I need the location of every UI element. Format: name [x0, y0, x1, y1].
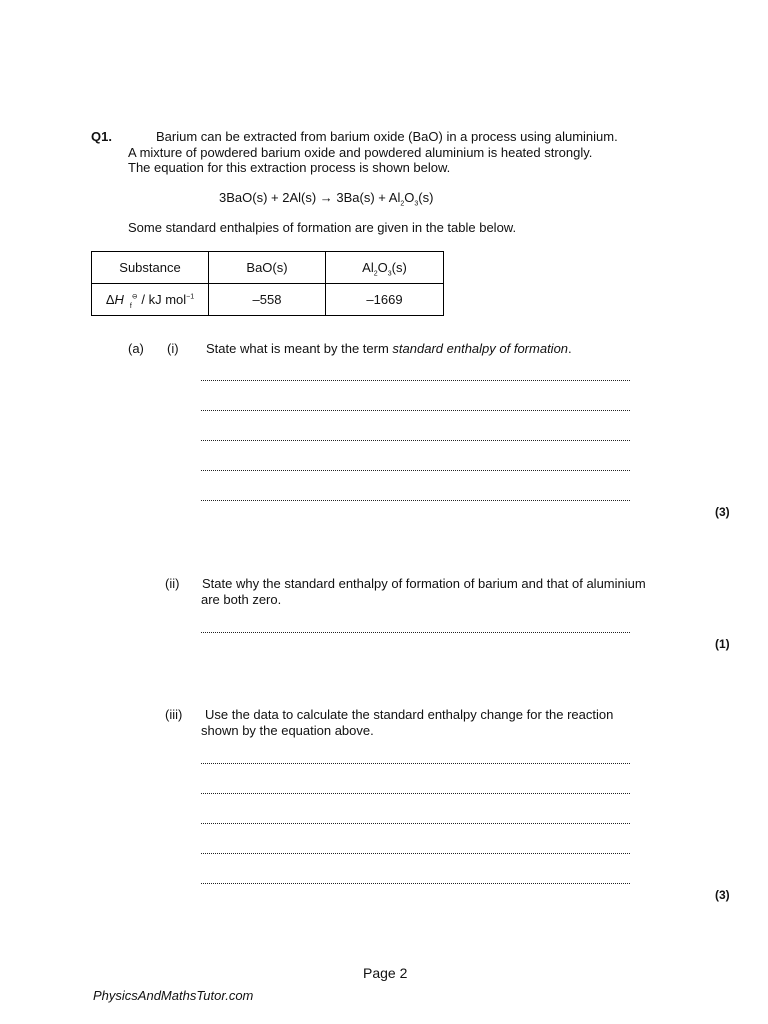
- answer-line-aiii-3[interactable]: [201, 823, 630, 824]
- answer-line-aiii-4[interactable]: [201, 853, 630, 854]
- unit-label: / kJ mol: [141, 292, 187, 307]
- equation-end: (s): [418, 190, 434, 205]
- site-credit: PhysicsAndMathsTutor.com: [93, 988, 254, 1003]
- marks-ai: (3): [715, 505, 730, 519]
- header-substance: Substance: [92, 252, 209, 284]
- answer-line-aiii-5[interactable]: [201, 883, 630, 884]
- header-al2o3: [326, 252, 444, 284]
- part-a-i-prompt-end: .: [568, 341, 572, 356]
- al2o3-sub-2: 3: [387, 270, 392, 278]
- unit-superscript: −1: [186, 293, 195, 301]
- part-a-i-prompt: [206, 341, 572, 357]
- header-bao: BaO(s): [209, 252, 326, 284]
- part-a-label: (a): [128, 341, 144, 356]
- answer-line-ai-1[interactable]: [201, 380, 630, 381]
- answer-line-aiii-1[interactable]: [201, 763, 630, 764]
- intro-line-1: Barium can be extracted from barium oxide (BaO) in a process using aluminium.: [156, 129, 618, 144]
- equation-mid: O: [404, 190, 415, 205]
- enthalpy-table: [91, 251, 444, 316]
- part-a-iii-line-1: Use the data to calculate the standard enthalpy change for the reaction: [205, 707, 614, 722]
- h-symbol: H: [114, 292, 124, 307]
- chemical-equation: [219, 190, 433, 206]
- answer-line-aiii-2[interactable]: [201, 793, 630, 794]
- part-a-iii-label: (iii): [165, 707, 183, 722]
- value-bao: –558: [209, 284, 326, 316]
- intro-line-3: The equation for this extraction process is shown below.: [128, 160, 451, 175]
- answer-line-ai-4[interactable]: [201, 470, 630, 471]
- row-label-enthalpy: [92, 284, 209, 316]
- table-data-row: [92, 284, 444, 316]
- question-number: Q1.: [91, 129, 112, 144]
- part-a-i-prompt-term: standard enthalpy of formation: [392, 341, 569, 356]
- answer-line-ai-2[interactable]: [201, 410, 630, 411]
- answer-line-ai-5[interactable]: [201, 500, 630, 501]
- part-a-i-label: (i): [167, 341, 179, 356]
- part-a-ii-line-2: are both zero.: [201, 592, 282, 607]
- answer-line-aii-1[interactable]: [201, 632, 630, 633]
- page-number: Page 2: [363, 965, 408, 981]
- formation-subscript: f: [129, 302, 132, 310]
- equation-sub-1: 2: [400, 200, 405, 208]
- answer-line-ai-3[interactable]: [201, 440, 630, 441]
- al2o3-base: Al: [362, 260, 374, 275]
- al2o3-sub-1: 2: [373, 270, 378, 278]
- marks-aii: (1): [715, 637, 730, 651]
- equation-sub-2: 3: [414, 200, 419, 208]
- value-al2o3: –1669: [326, 284, 444, 316]
- part-a-i-prompt-start: State what is meant by the term: [206, 341, 393, 356]
- equation-lhs: 3BaO(s) + 2Al(s) → 3Ba(s) + Al: [219, 190, 401, 205]
- table-intro: Some standard enthalpies of formation are given in the table below.: [128, 220, 517, 235]
- standard-state-superscript: ⊖: [131, 293, 138, 301]
- part-a-iii-line-2: shown by the equation above.: [201, 723, 374, 738]
- marks-aiii: (3): [715, 888, 730, 902]
- intro-line-2: A mixture of powdered barium oxide and powdered aluminium is heated strongly.: [128, 145, 593, 160]
- al2o3-end: (s): [391, 260, 407, 275]
- delta-symbol: Δ: [105, 292, 115, 307]
- table-header-row: [92, 252, 444, 284]
- part-a-ii-label: (ii): [165, 576, 180, 591]
- part-a-ii-line-1: State why the standard enthalpy of formation of barium and that of aluminium: [202, 576, 646, 591]
- al2o3-mid: O: [377, 260, 388, 275]
